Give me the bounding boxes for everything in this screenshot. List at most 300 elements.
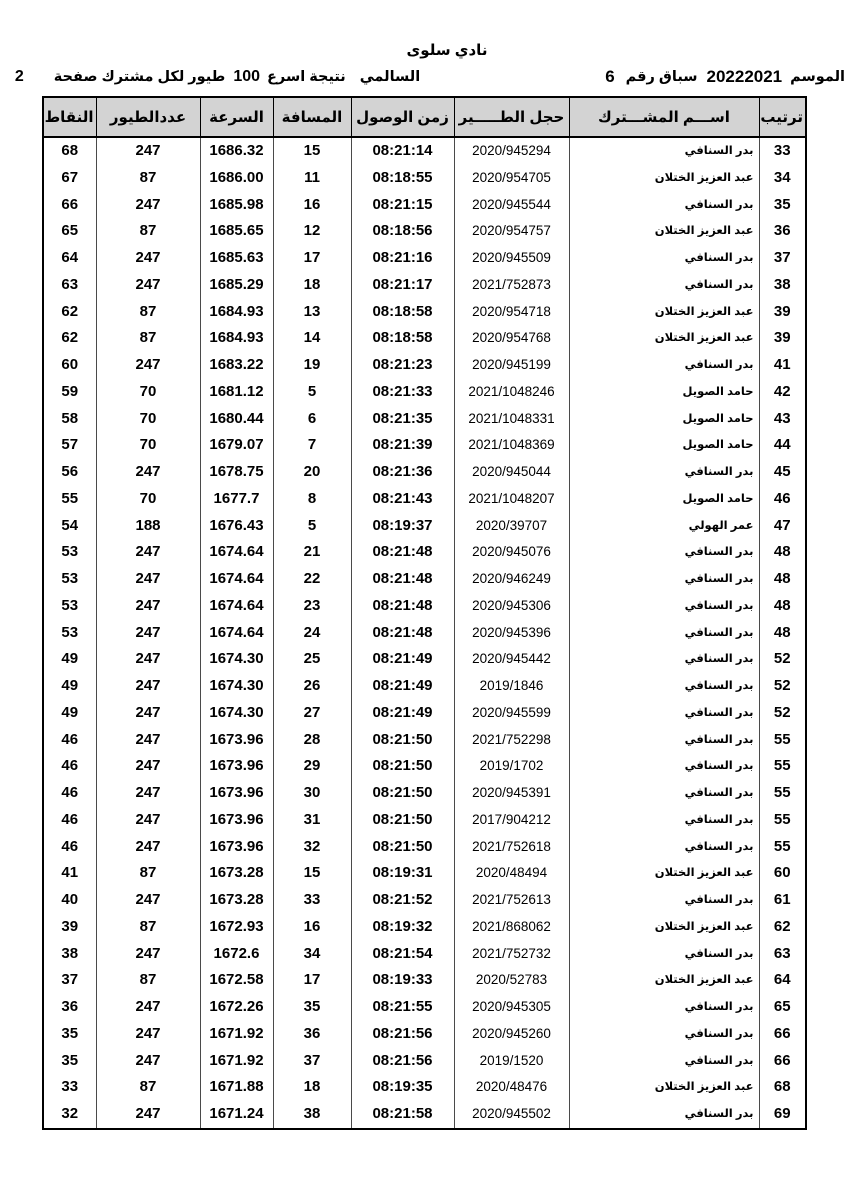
cell-rank: 33 xyxy=(759,137,806,165)
cell-speed: 1685.65 xyxy=(200,218,273,245)
cell-birds: 247 xyxy=(96,700,200,727)
table-row xyxy=(43,513,806,540)
cell-birds: 247 xyxy=(96,887,200,914)
cell-distance: 18 xyxy=(273,1074,351,1101)
cell-birds: 247 xyxy=(96,727,200,754)
cell-ring: 2020/48476 xyxy=(454,1074,569,1101)
cell-time: 08:21:48 xyxy=(351,620,454,647)
table-row xyxy=(43,432,806,459)
cell-points: 58 xyxy=(43,406,96,433)
header-speed: السرعة xyxy=(200,97,273,137)
header-distance: المسافة xyxy=(273,97,351,137)
cell-name: بدر السنافي xyxy=(569,1048,759,1075)
table-row xyxy=(43,192,806,219)
cell-time: 08:21:15 xyxy=(351,192,454,219)
cell-name: عبد العزيز الختلان xyxy=(569,1074,759,1101)
cell-name: عبد العزيز الختلان xyxy=(569,165,759,192)
cell-speed: 1673.96 xyxy=(200,727,273,754)
cell-points: 49 xyxy=(43,646,96,673)
header-ring: حجل الطـــــير xyxy=(454,97,569,137)
cell-rank: 46 xyxy=(759,486,806,513)
cell-time: 08:19:37 xyxy=(351,513,454,540)
cell-name: بدر السنافي xyxy=(569,834,759,861)
cell-distance: 19 xyxy=(273,352,351,379)
cell-rank: 66 xyxy=(759,1048,806,1075)
cell-rank: 48 xyxy=(759,593,806,620)
cell-speed: 1672.6 xyxy=(200,941,273,968)
cell-rank: 52 xyxy=(759,700,806,727)
cell-ring: 2020/946249 xyxy=(454,566,569,593)
table-row xyxy=(43,753,806,780)
cell-name: بدر السنافي xyxy=(569,887,759,914)
table-row xyxy=(43,1074,806,1101)
cell-distance: 24 xyxy=(273,620,351,647)
cell-ring: 2021/752873 xyxy=(454,272,569,299)
header-points: النقاط xyxy=(43,97,96,137)
cell-birds: 247 xyxy=(96,1048,200,1075)
table-row xyxy=(43,539,806,566)
cell-time: 08:21:36 xyxy=(351,459,454,486)
cell-rank: 47 xyxy=(759,513,806,540)
cell-birds: 247 xyxy=(96,593,200,620)
cell-speed: 1674.64 xyxy=(200,620,273,647)
cell-points: 68 xyxy=(43,137,96,165)
table-row xyxy=(43,941,806,968)
cell-rank: 48 xyxy=(759,620,806,647)
cell-ring: 2020/945260 xyxy=(454,1021,569,1048)
cell-name: بدر السنافي xyxy=(569,137,759,165)
cell-ring: 2020/945044 xyxy=(454,459,569,486)
cell-birds: 70 xyxy=(96,379,200,406)
cell-birds: 247 xyxy=(96,620,200,647)
meta-line xyxy=(0,67,848,87)
cell-time: 08:21:23 xyxy=(351,352,454,379)
table-row xyxy=(43,860,806,887)
cell-name: عبد العزيز الختلان xyxy=(569,967,759,994)
cell-points: 53 xyxy=(43,620,96,647)
cell-birds: 247 xyxy=(96,272,200,299)
table-row xyxy=(43,673,806,700)
cell-time: 08:21:56 xyxy=(351,1048,454,1075)
cell-time: 08:21:50 xyxy=(351,780,454,807)
cell-time: 08:18:58 xyxy=(351,299,454,326)
cell-birds: 87 xyxy=(96,218,200,245)
cell-birds: 247 xyxy=(96,673,200,700)
cell-points: 53 xyxy=(43,539,96,566)
cell-ring: 2021/1048246 xyxy=(454,379,569,406)
cell-name: بدر السنافي xyxy=(569,272,759,299)
header-name: اســـم المشـــترك xyxy=(569,97,759,137)
table-row xyxy=(43,486,806,513)
table-row xyxy=(43,620,806,647)
cell-rank: 36 xyxy=(759,218,806,245)
cell-ring: 2020/954757 xyxy=(454,218,569,245)
cell-time: 08:21:43 xyxy=(351,486,454,513)
cell-birds: 87 xyxy=(96,299,200,326)
cell-ring: 2019/1846 xyxy=(454,673,569,700)
table-row xyxy=(43,566,806,593)
cell-rank: 63 xyxy=(759,941,806,968)
cell-ring: 2021/868062 xyxy=(454,914,569,941)
cell-distance: 16 xyxy=(273,914,351,941)
cell-points: 33 xyxy=(43,1074,96,1101)
cell-name: عبد العزيز الختلان xyxy=(569,218,759,245)
cell-points: 35 xyxy=(43,1048,96,1075)
cell-name: عبد العزيز الختلان xyxy=(569,325,759,352)
cell-rank: 55 xyxy=(759,807,806,834)
cell-rank: 37 xyxy=(759,245,806,272)
cell-name: بدر السنافي xyxy=(569,459,759,486)
cell-distance: 5 xyxy=(273,513,351,540)
cell-time: 08:21:39 xyxy=(351,432,454,459)
table-row xyxy=(43,218,806,245)
cell-points: 32 xyxy=(43,1101,96,1129)
cell-name: بدر السنافي xyxy=(569,566,759,593)
cell-speed: 1671.88 xyxy=(200,1074,273,1101)
cell-points: 41 xyxy=(43,860,96,887)
cell-distance: 31 xyxy=(273,807,351,834)
cell-time: 08:18:56 xyxy=(351,218,454,245)
cell-rank: 38 xyxy=(759,272,806,299)
cell-points: 53 xyxy=(43,566,96,593)
cell-time: 08:21:58 xyxy=(351,1101,454,1129)
cell-birds: 87 xyxy=(96,967,200,994)
cell-name: بدر السنافي xyxy=(569,593,759,620)
cell-distance: 21 xyxy=(273,539,351,566)
cell-speed: 1671.24 xyxy=(200,1101,273,1129)
cell-speed: 1672.93 xyxy=(200,914,273,941)
cell-distance: 17 xyxy=(273,245,351,272)
cell-ring: 2020/954705 xyxy=(454,165,569,192)
cell-distance: 23 xyxy=(273,593,351,620)
cell-distance: 33 xyxy=(273,887,351,914)
cell-name: بدر السنافي xyxy=(569,192,759,219)
cell-speed: 1676.43 xyxy=(200,513,273,540)
cell-birds: 247 xyxy=(96,994,200,1021)
cell-distance: 37 xyxy=(273,1048,351,1075)
cell-name: بدر السنافي xyxy=(569,673,759,700)
cell-points: 46 xyxy=(43,807,96,834)
cell-ring: 2021/752618 xyxy=(454,834,569,861)
cell-points: 55 xyxy=(43,486,96,513)
cell-points: 57 xyxy=(43,432,96,459)
cell-distance: 28 xyxy=(273,727,351,754)
cell-speed: 1683.22 xyxy=(200,352,273,379)
cell-distance: 16 xyxy=(273,192,351,219)
cell-name: بدر السنافي xyxy=(569,941,759,968)
cell-ring: 2020/945442 xyxy=(454,646,569,673)
cell-distance: 8 xyxy=(273,486,351,513)
cell-birds: 247 xyxy=(96,941,200,968)
table-row xyxy=(43,780,806,807)
cell-ring: 2020/945305 xyxy=(454,994,569,1021)
cell-ring: 2020/945306 xyxy=(454,593,569,620)
cell-points: 62 xyxy=(43,299,96,326)
cell-points: 60 xyxy=(43,352,96,379)
cell-time: 08:21:52 xyxy=(351,887,454,914)
cell-ring: 2020/945544 xyxy=(454,192,569,219)
cell-distance: 11 xyxy=(273,165,351,192)
cell-rank: 64 xyxy=(759,967,806,994)
cell-ring: 2020/945294 xyxy=(454,137,569,165)
cell-points: 38 xyxy=(43,941,96,968)
cell-speed: 1673.96 xyxy=(200,807,273,834)
table-row xyxy=(43,593,806,620)
cell-speed: 1674.64 xyxy=(200,593,273,620)
cell-time: 08:21:56 xyxy=(351,1021,454,1048)
cell-ring: 2020/945391 xyxy=(454,780,569,807)
result-type-label: نتيجة اسرع xyxy=(267,69,346,85)
race-number-value: 6 xyxy=(605,67,615,86)
cell-points: 54 xyxy=(43,513,96,540)
cell-points: 59 xyxy=(43,379,96,406)
cell-time: 08:21:33 xyxy=(351,379,454,406)
cell-rank: 66 xyxy=(759,1021,806,1048)
cell-birds: 247 xyxy=(96,646,200,673)
cell-points: 46 xyxy=(43,727,96,754)
cell-birds: 247 xyxy=(96,753,200,780)
cell-time: 08:21:50 xyxy=(351,834,454,861)
cell-distance: 36 xyxy=(273,1021,351,1048)
cell-time: 08:19:33 xyxy=(351,967,454,994)
cell-points: 64 xyxy=(43,245,96,272)
cell-time: 08:21:50 xyxy=(351,753,454,780)
cell-distance: 34 xyxy=(273,941,351,968)
cell-distance: 6 xyxy=(273,406,351,433)
table-row xyxy=(43,887,806,914)
cell-speed: 1674.64 xyxy=(200,566,273,593)
cell-rank: 61 xyxy=(759,887,806,914)
cell-birds: 247 xyxy=(96,807,200,834)
cell-time: 08:21:16 xyxy=(351,245,454,272)
cell-points: 63 xyxy=(43,272,96,299)
cell-distance: 5 xyxy=(273,379,351,406)
cell-name: بدر السنافي xyxy=(569,994,759,1021)
cell-distance: 15 xyxy=(273,860,351,887)
cell-time: 08:21:14 xyxy=(351,137,454,165)
cell-distance: 29 xyxy=(273,753,351,780)
cell-name: بدر السنافي xyxy=(569,352,759,379)
cell-time: 08:18:55 xyxy=(351,165,454,192)
cell-points: 36 xyxy=(43,994,96,1021)
cell-birds: 70 xyxy=(96,432,200,459)
cell-points: 65 xyxy=(43,218,96,245)
cell-distance: 20 xyxy=(273,459,351,486)
cell-ring: 2020/945199 xyxy=(454,352,569,379)
season-label: الموسم xyxy=(790,69,845,85)
table-row xyxy=(43,807,806,834)
cell-rank: 65 xyxy=(759,994,806,1021)
cell-rank: 48 xyxy=(759,566,806,593)
cell-distance: 25 xyxy=(273,646,351,673)
cell-points: 40 xyxy=(43,887,96,914)
cell-points: 46 xyxy=(43,834,96,861)
cell-speed: 1674.30 xyxy=(200,646,273,673)
race-location: السالمي xyxy=(359,69,421,85)
table-row xyxy=(43,299,806,326)
cell-distance: 12 xyxy=(273,218,351,245)
cell-name: بدر السنافي xyxy=(569,620,759,647)
cell-rank: 43 xyxy=(759,406,806,433)
cell-speed: 1684.93 xyxy=(200,325,273,352)
cell-ring: 2020/945509 xyxy=(454,245,569,272)
table-row xyxy=(43,834,806,861)
cell-ring: 2019/1702 xyxy=(454,753,569,780)
cell-birds: 247 xyxy=(96,539,200,566)
cell-birds: 247 xyxy=(96,1021,200,1048)
cell-time: 08:18:58 xyxy=(351,325,454,352)
cell-rank: 52 xyxy=(759,673,806,700)
cell-ring: 2020/39707 xyxy=(454,513,569,540)
cell-name: حامد الصويل xyxy=(569,432,759,459)
cell-name: بدر السنافي xyxy=(569,780,759,807)
cell-ring: 2020/954768 xyxy=(454,325,569,352)
cell-speed: 1678.75 xyxy=(200,459,273,486)
cell-points: 46 xyxy=(43,753,96,780)
header-rank: ترتيب xyxy=(759,97,806,137)
cell-speed: 1672.26 xyxy=(200,994,273,1021)
cell-speed: 1686.00 xyxy=(200,165,273,192)
race-number-label: سباق رقم xyxy=(625,69,698,85)
cell-rank: 44 xyxy=(759,432,806,459)
cell-distance: 22 xyxy=(273,566,351,593)
cell-ring: 2021/1048207 xyxy=(454,486,569,513)
table-row xyxy=(43,914,806,941)
table-row xyxy=(43,406,806,433)
page-number-value: 2 xyxy=(14,68,24,85)
cell-time: 08:21:50 xyxy=(351,807,454,834)
table-row xyxy=(43,1048,806,1075)
cell-points: 46 xyxy=(43,780,96,807)
cell-time: 08:19:35 xyxy=(351,1074,454,1101)
cell-time: 08:19:31 xyxy=(351,860,454,887)
cell-speed: 1673.96 xyxy=(200,834,273,861)
cell-points: 37 xyxy=(43,967,96,994)
table-row xyxy=(43,646,806,673)
cell-ring: 2020/945396 xyxy=(454,620,569,647)
cell-speed: 1685.29 xyxy=(200,272,273,299)
cell-time: 08:21:35 xyxy=(351,406,454,433)
cell-points: 67 xyxy=(43,165,96,192)
cell-speed: 1684.93 xyxy=(200,299,273,326)
cell-distance: 30 xyxy=(273,780,351,807)
cell-speed: 1674.64 xyxy=(200,539,273,566)
cell-name: بدر السنافي xyxy=(569,646,759,673)
cell-name: حامد الصويل xyxy=(569,486,759,513)
cell-ring: 2020/48494 xyxy=(454,860,569,887)
table-row xyxy=(43,459,806,486)
table-row xyxy=(43,325,806,352)
cell-birds: 87 xyxy=(96,914,200,941)
cell-points: 53 xyxy=(43,593,96,620)
cell-speed: 1674.30 xyxy=(200,700,273,727)
cell-rank: 39 xyxy=(759,299,806,326)
results-table xyxy=(42,96,807,1130)
cell-distance: 13 xyxy=(273,299,351,326)
cell-rank: 60 xyxy=(759,860,806,887)
cell-time: 08:21:49 xyxy=(351,700,454,727)
cell-birds: 87 xyxy=(96,1074,200,1101)
cell-speed: 1673.96 xyxy=(200,753,273,780)
cell-time: 08:21:48 xyxy=(351,593,454,620)
cell-distance: 15 xyxy=(273,137,351,165)
cell-ring: 2020/945599 xyxy=(454,700,569,727)
cell-time: 08:21:48 xyxy=(351,566,454,593)
cell-ring: 2021/752732 xyxy=(454,941,569,968)
cell-rank: 45 xyxy=(759,459,806,486)
cell-name: بدر السنافي xyxy=(569,727,759,754)
cell-time: 08:21:49 xyxy=(351,673,454,700)
cell-birds: 247 xyxy=(96,1101,200,1129)
cell-rank: 55 xyxy=(759,780,806,807)
cell-name: بدر السنافي xyxy=(569,539,759,566)
cell-birds: 247 xyxy=(96,245,200,272)
cell-rank: 55 xyxy=(759,727,806,754)
cell-rank: 48 xyxy=(759,539,806,566)
cell-distance: 7 xyxy=(273,432,351,459)
cell-distance: 17 xyxy=(273,967,351,994)
cell-speed: 1673.28 xyxy=(200,860,273,887)
cell-rank: 62 xyxy=(759,914,806,941)
cell-birds: 247 xyxy=(96,780,200,807)
table-row xyxy=(43,245,806,272)
cell-time: 08:21:49 xyxy=(351,646,454,673)
cell-points: 66 xyxy=(43,192,96,219)
cell-rank: 55 xyxy=(759,834,806,861)
cell-distance: 26 xyxy=(273,673,351,700)
cell-speed: 1674.30 xyxy=(200,673,273,700)
cell-birds: 87 xyxy=(96,860,200,887)
cell-rank: 52 xyxy=(759,646,806,673)
cell-ring: 2020/954718 xyxy=(454,299,569,326)
cell-time: 08:21:50 xyxy=(351,727,454,754)
cell-points: 62 xyxy=(43,325,96,352)
cell-name: بدر السنافي xyxy=(569,1101,759,1129)
table-row xyxy=(43,272,806,299)
table-row xyxy=(43,352,806,379)
table-row xyxy=(43,1101,806,1129)
cell-distance: 32 xyxy=(273,834,351,861)
cell-name: بدر السنافي xyxy=(569,807,759,834)
cell-rank: 69 xyxy=(759,1101,806,1129)
cell-name: عبد العزيز الختلان xyxy=(569,299,759,326)
cell-name: بدر السنافي xyxy=(569,1021,759,1048)
cell-rank: 35 xyxy=(759,192,806,219)
cell-distance: 18 xyxy=(273,272,351,299)
cell-speed: 1686.32 xyxy=(200,137,273,165)
cell-name: بدر السنافي xyxy=(569,700,759,727)
cell-name: عبد العزيز الختلان xyxy=(569,860,759,887)
cell-speed: 1685.63 xyxy=(200,245,273,272)
cell-ring: 2021/752613 xyxy=(454,887,569,914)
cell-points: 35 xyxy=(43,1021,96,1048)
cell-rank: 68 xyxy=(759,1074,806,1101)
table-row xyxy=(43,994,806,1021)
club-title: نادي سلوى xyxy=(406,42,488,59)
cell-speed: 1673.96 xyxy=(200,780,273,807)
table-row xyxy=(43,967,806,994)
cell-rank: 55 xyxy=(759,753,806,780)
cell-birds: 247 xyxy=(96,352,200,379)
cell-distance: 14 xyxy=(273,325,351,352)
cell-rank: 39 xyxy=(759,325,806,352)
cell-speed: 1673.28 xyxy=(200,887,273,914)
birds-count-value: 100 xyxy=(233,68,261,85)
cell-time: 08:21:55 xyxy=(351,994,454,1021)
cell-ring: 2019/1520 xyxy=(454,1048,569,1075)
cell-time: 08:21:54 xyxy=(351,941,454,968)
cell-name: بدر السنافي xyxy=(569,245,759,272)
